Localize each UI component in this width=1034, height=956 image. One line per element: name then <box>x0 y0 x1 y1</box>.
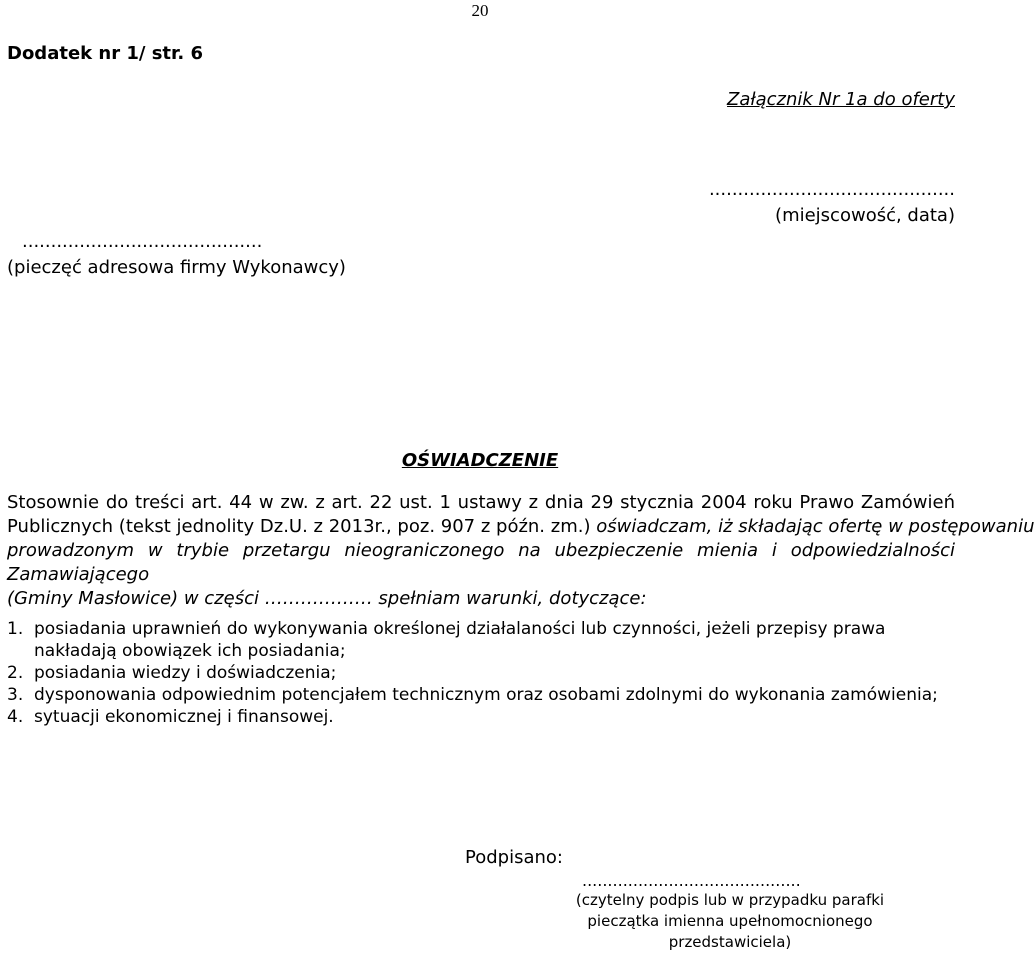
list-item-number: 2. <box>7 663 24 683</box>
list-item <box>7 662 957 684</box>
statement-paragraph <box>7 491 1034 611</box>
document-title: OŚWIADCZENIE <box>401 450 559 471</box>
annex-label: Załącznik Nr 1a do oferty <box>727 89 955 110</box>
statement-line-2-legal-basis: Publicznych (tekst jednolity Dz.U. z 2013r., poz. 907 z późn. zm.) <box>7 516 591 537</box>
statement-line-4: (Gminy Masłowice) w części ……………… spełniam warunki, dotyczące: <box>7 588 647 609</box>
signature-caption-line-1: (czytelny podpis lub w przypadku parafki <box>575 891 885 909</box>
list-item <box>7 618 957 662</box>
signed-label: Podpisano: <box>465 847 563 868</box>
document-header-label: Dodatek nr 1/ str. 6 <box>7 43 203 64</box>
list-item-number: 1. <box>7 619 24 639</box>
statement-line-2-declaration: oświadczam, iż składając ofertę w postępowaniu <box>590 516 1034 537</box>
page-number: 20 <box>471 1 489 20</box>
signature-block <box>555 872 905 953</box>
statement-line-3: prowadzonym w trybie przetargu nieograniczonego na ubezpieczenie mienia i odpowiedzialności Zamawiającego <box>7 540 955 585</box>
company-stamp-dots: .......................................... <box>22 231 263 252</box>
company-stamp-block <box>7 231 346 283</box>
list-item <box>7 706 957 728</box>
list-item-text: posiadania uprawnień do wykonywania określonej działalaności lub czynności, jeżeli przepisy prawa nakładają obowiązek ich posiadania; <box>34 619 886 661</box>
signature-dots: ........................................... <box>582 871 801 890</box>
list-item-text: dysponowania odpowiednim potencjałem technicznym oraz osobami zdolnymi do wykonania zamówienia; <box>34 685 938 705</box>
signature-caption-line-2: pieczątka imienna upełnomocnionego <box>587 912 873 930</box>
list-item-number: 3. <box>7 685 24 705</box>
list-item <box>7 684 957 706</box>
list-item-number: 4. <box>7 707 24 727</box>
signature-caption-line-3: przedstawiciela) <box>668 933 792 951</box>
place-date-caption: (miejscowość, data) <box>775 205 955 226</box>
conditions-list <box>7 618 957 728</box>
place-date-dots: ........................................... <box>708 179 955 200</box>
list-item-text: sytuacji ekonomicznej i finansowej. <box>34 707 334 727</box>
place-date-block <box>655 179 955 231</box>
statement-line-2 <box>7 515 1034 539</box>
company-stamp-caption: (pieczęć adresowa firmy Wykonawcy) <box>7 257 346 278</box>
list-item-text: posiadania wiedzy i doświadczenia; <box>34 663 337 683</box>
statement-line-1: Stosownie do treści art. 44 w zw. z art. 22 ust. 1 ustawy z dnia 29 stycznia 2004 roku Prawo Zamówień <box>7 492 955 513</box>
